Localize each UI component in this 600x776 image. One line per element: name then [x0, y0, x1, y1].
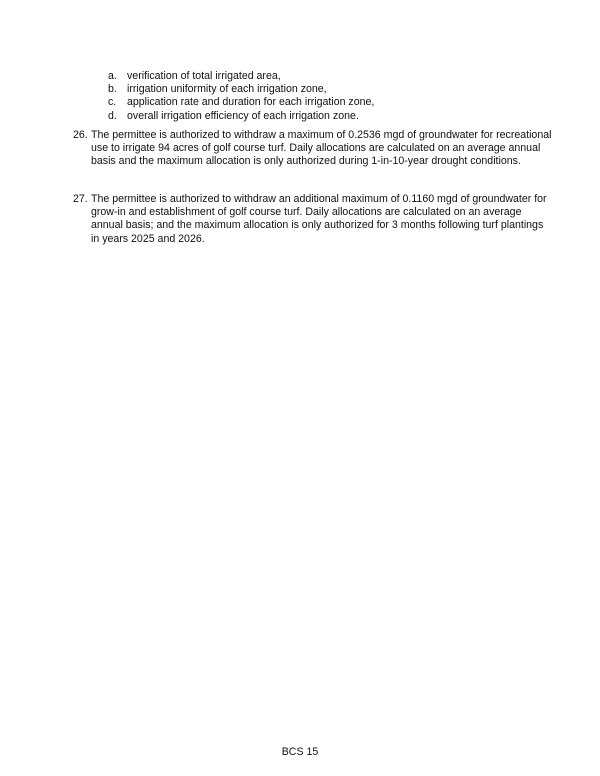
- list-item-text: application rate and duration for each irrigation zone,: [127, 96, 375, 109]
- list-item-text: verification of total irrigated area,: [127, 70, 281, 82]
- list-item: [108, 70, 538, 83]
- list-marker: b.: [108, 83, 117, 96]
- list-item: [108, 83, 538, 96]
- list-item: [108, 96, 538, 109]
- paragraph-text: The permittee is authorized to withdraw an additional maximum of 0.1160 mgd of groundwater for grow-in and establishment of golf course turf. Daily allocations are calculated on an average annual basis; and the maximum allocation is only authorized for 3 months following turf plantings in years 2025 and 2026.: [91, 193, 547, 245]
- page-footer: BCS 15: [281, 746, 319, 758]
- list-marker: d.: [108, 109, 117, 122]
- numbered-paragraph-27: [73, 193, 553, 246]
- list-item-text: irrigation uniformity of each irrigation zone,: [127, 83, 327, 96]
- list-marker: c.: [108, 96, 117, 109]
- numbered-paragraph-26: [73, 129, 553, 169]
- sub-item-list: [108, 70, 538, 123]
- paragraph-number: 26.: [73, 129, 88, 141]
- list-item-text: overall irrigation efficiency of each irrigation zone.: [127, 109, 359, 122]
- paragraph-number: 27.: [73, 193, 88, 205]
- list-item: [108, 110, 538, 123]
- list-marker: a.: [108, 70, 117, 82]
- paragraph-text: The permittee is authorized to withdraw a maximum of 0.2536 mgd of groundwater for recreational use to irrigate 94 acres of golf course turf. Daily allocations are calculated on an average annual basis and the maximum allocation is only authorized during 1-in-10-year drought conditions.: [91, 129, 552, 168]
